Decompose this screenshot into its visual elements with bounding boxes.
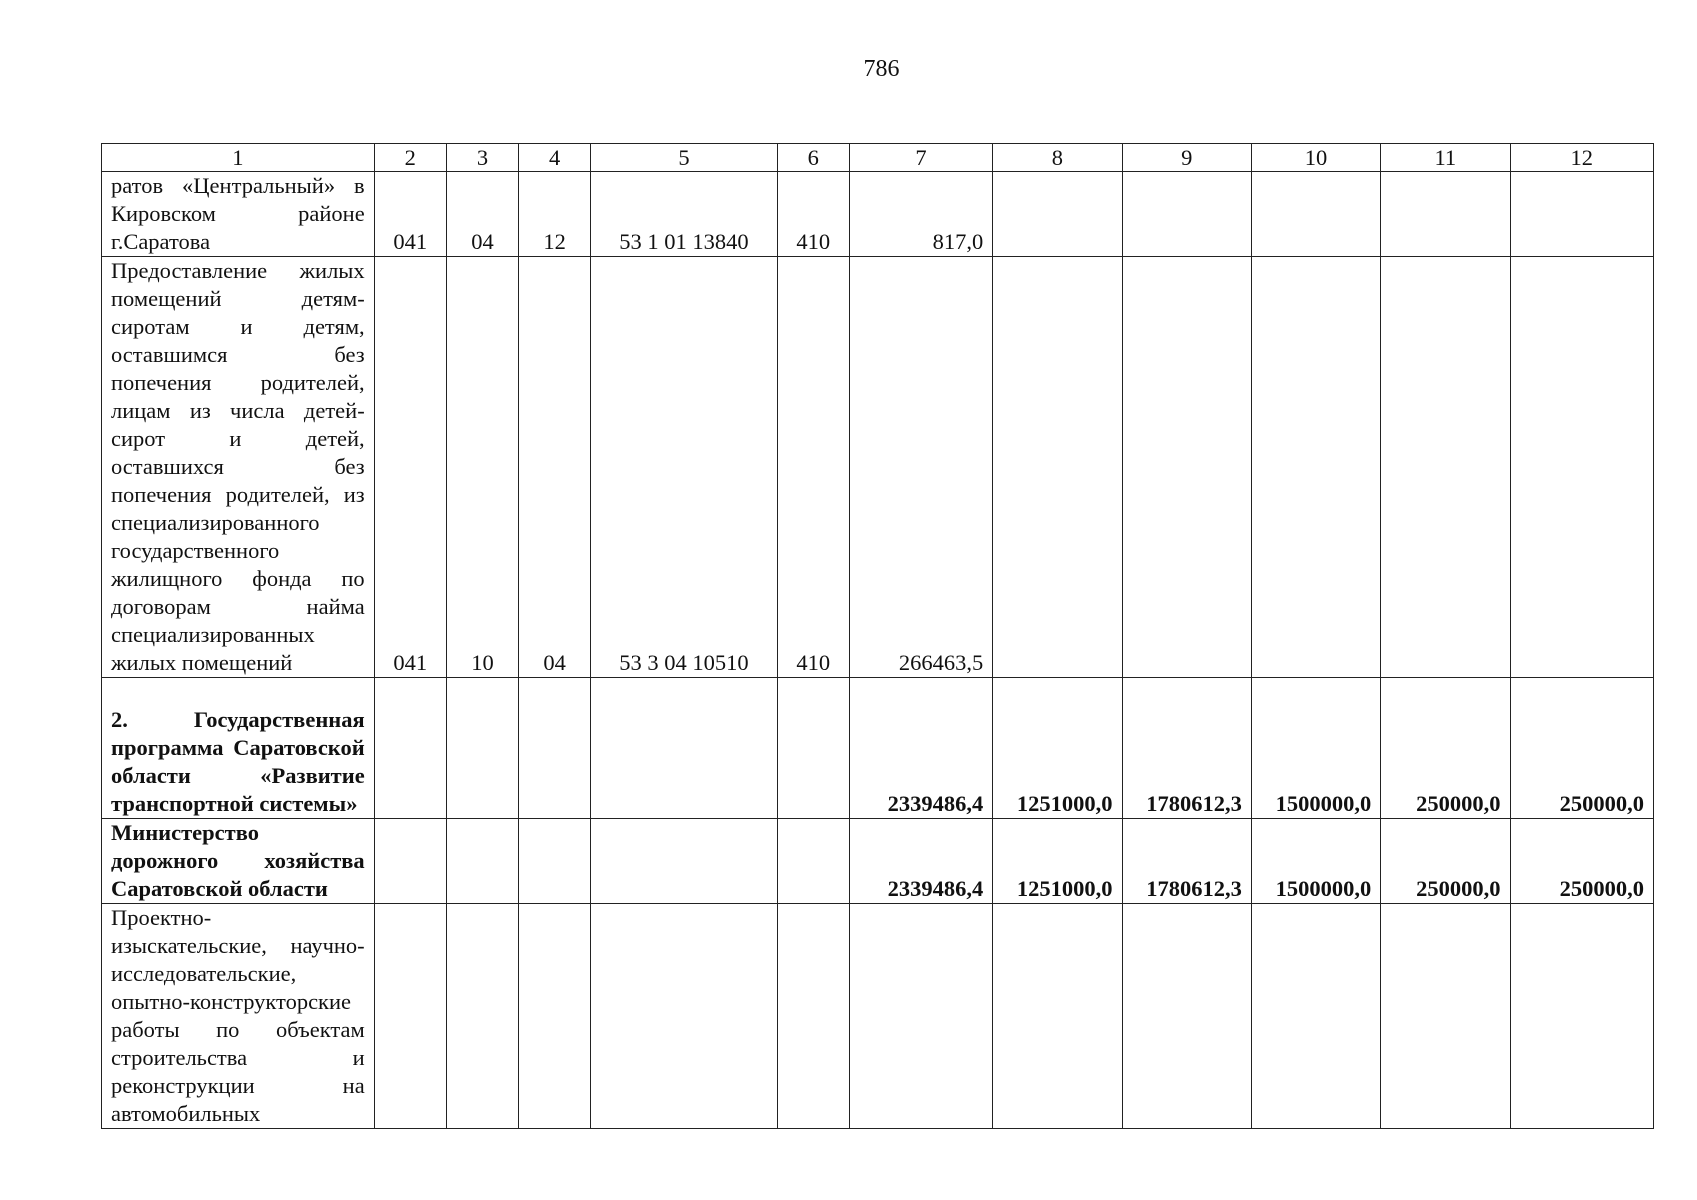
cell-amount: 2339486,4 [849, 819, 992, 904]
cell-amount [1381, 172, 1510, 257]
row-description: Министерство дорожного хозяйства Саратовской области [102, 819, 375, 904]
table-row [102, 678, 1654, 819]
cell-code [777, 678, 849, 819]
cell-amount: 250000,0 [1510, 678, 1653, 819]
column-header: 12 [1510, 144, 1653, 172]
cell-amount: 250000,0 [1510, 819, 1653, 904]
row-description: Проектно-изыскательские, научно-исследовательские, опытно-конструкторские работы по объектам строительства и реконструкции на автомобильных [102, 904, 375, 1129]
cell-amount [1510, 257, 1653, 678]
column-header: 7 [849, 144, 992, 172]
cell-code [374, 678, 446, 819]
column-header: 11 [1381, 144, 1510, 172]
column-header: 5 [591, 144, 777, 172]
cell-code [591, 819, 777, 904]
cell-code: 53 3 04 10510 [591, 257, 777, 678]
cell-code [777, 904, 849, 1129]
cell-code [374, 904, 446, 1129]
cell-code: 04 [519, 257, 591, 678]
row-description: Предоставление жилых помещений детям-сиротам и детям, оставшимся без попечения родителей, лицам из числа детей-сирот и детей, оставшихся без попечения родителей, из специализированного государственного жилищного фонда по договорам найма специализированных жилых помещений [102, 257, 375, 678]
cell-code [519, 819, 591, 904]
cell-code [446, 678, 518, 819]
cell-code: 410 [777, 257, 849, 678]
table-row [102, 904, 1654, 1129]
row-description: ратов «Центральный» в Кировском районе г.Саратова [102, 172, 375, 257]
cell-amount: 1500000,0 [1251, 819, 1380, 904]
column-header: 6 [777, 144, 849, 172]
cell-code [777, 819, 849, 904]
cell-amount [1510, 904, 1653, 1129]
cell-code [519, 678, 591, 819]
column-header: 3 [446, 144, 518, 172]
cell-amount [1122, 172, 1251, 257]
cell-code [446, 819, 518, 904]
page-number: 786 [863, 56, 900, 82]
cell-amount [993, 172, 1122, 257]
cell-amount [1381, 257, 1510, 678]
budget-table [101, 143, 1654, 1129]
cell-amount [1251, 257, 1380, 678]
cell-amount: 250000,0 [1381, 819, 1510, 904]
cell-amount: 1780612,3 [1122, 819, 1251, 904]
cell-amount: 2339486,4 [849, 678, 992, 819]
cell-code: 04 [446, 172, 518, 257]
cell-code: 410 [777, 172, 849, 257]
cell-amount: 1251000,0 [993, 678, 1122, 819]
cell-amount: 1251000,0 [993, 819, 1122, 904]
table-row [102, 257, 1654, 678]
cell-code: 53 1 01 13840 [591, 172, 777, 257]
cell-amount [1122, 257, 1251, 678]
table-header-row [102, 144, 1654, 172]
cell-amount [1251, 172, 1380, 257]
cell-code: 12 [519, 172, 591, 257]
column-header: 8 [993, 144, 1122, 172]
cell-amount [993, 257, 1122, 678]
cell-amount: 250000,0 [1381, 678, 1510, 819]
cell-code: 041 [374, 257, 446, 678]
column-header: 10 [1251, 144, 1380, 172]
cell-code [374, 819, 446, 904]
cell-code: 10 [446, 257, 518, 678]
cell-amount [1122, 904, 1251, 1129]
column-header: 4 [519, 144, 591, 172]
cell-amount: 1500000,0 [1251, 678, 1380, 819]
cell-code [519, 904, 591, 1129]
cell-code [446, 904, 518, 1129]
cell-amount: 1780612,3 [1122, 678, 1251, 819]
cell-amount [1381, 904, 1510, 1129]
column-header: 1 [102, 144, 375, 172]
column-header: 2 [374, 144, 446, 172]
cell-amount [993, 904, 1122, 1129]
table-row [102, 172, 1654, 257]
cell-amount [849, 904, 992, 1129]
row-description: 2. Государственная программа Саратовской области «Развитие транспортной системы» [102, 678, 375, 819]
table-row [102, 819, 1654, 904]
cell-amount: 266463,5 [849, 257, 992, 678]
cell-amount [1510, 172, 1653, 257]
cell-code: 041 [374, 172, 446, 257]
cell-code [591, 678, 777, 819]
column-header: 9 [1122, 144, 1251, 172]
cell-amount: 817,0 [849, 172, 992, 257]
cell-amount [1251, 904, 1380, 1129]
cell-code [591, 904, 777, 1129]
